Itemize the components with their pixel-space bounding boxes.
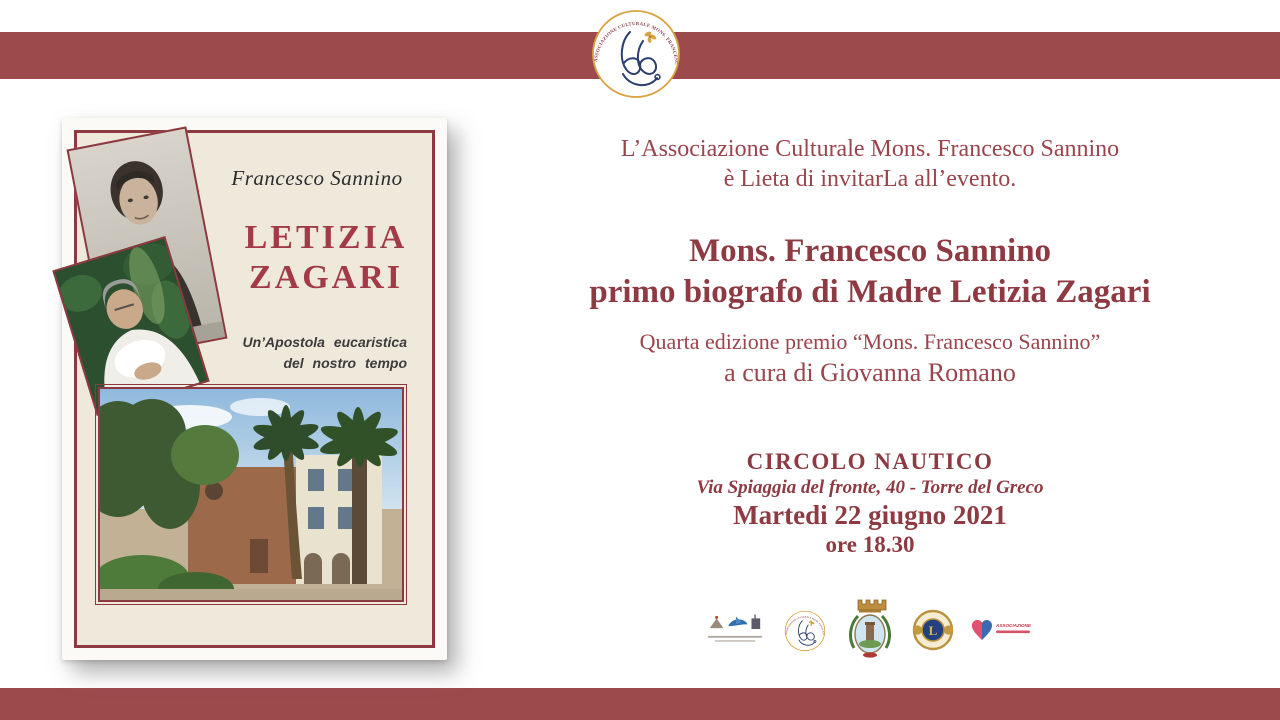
venue-address: Via Spiaggia del fronte, 40 - Torre del Greco (696, 477, 1044, 498)
event-title-line1: Mons. Francesco Sannino (688, 233, 1052, 269)
book-cover (62, 118, 447, 660)
building-photo (98, 387, 404, 602)
event-title-line2: primo biografo di Madre Letizia Zagari (589, 274, 1151, 310)
venue-name: CIRCOLO NAUTICO (746, 449, 994, 474)
association-logo (586, 2, 686, 102)
book-author: Francesco Sannino (231, 166, 403, 190)
lions-club-emblem-icon (912, 609, 954, 651)
heart-association-caption: ASSOCIAZIONE (996, 623, 1031, 628)
association-monogram-icon (782, 607, 828, 653)
event-time: ore 18.30 (825, 532, 915, 557)
bottom-maroon-band (0, 688, 1280, 720)
event-curator: a cura di Giovanna Romano (724, 358, 1016, 387)
publisher-emblem-icon (704, 612, 766, 648)
book-title-line2: ZAGARI (248, 259, 404, 296)
invitation-line2: è Lieta di invitarLa all’evento. (723, 166, 1017, 192)
torre-del-greco-crest-icon (844, 596, 896, 664)
heart-association-icon (970, 616, 1036, 644)
book-subtitle-line1: Un’Apostola eucaristica (242, 334, 407, 350)
book-title-line1: LETIZIA (244, 219, 408, 256)
lions-letter: L (928, 623, 938, 638)
invitation-line1: L’Associazione Culturale Mons. Francesco Sannino (620, 136, 1120, 162)
event-edition: Quarta edizione premio “Mons. Francesco Sannino” (639, 329, 1101, 354)
book-subtitle (180, 332, 407, 374)
event-date: Martedi 22 giugno 2021 (733, 500, 1007, 530)
book-title (210, 218, 442, 298)
book-subtitle-line2: del nostro tempo (283, 355, 407, 371)
partner-logos-row (500, 594, 1240, 666)
